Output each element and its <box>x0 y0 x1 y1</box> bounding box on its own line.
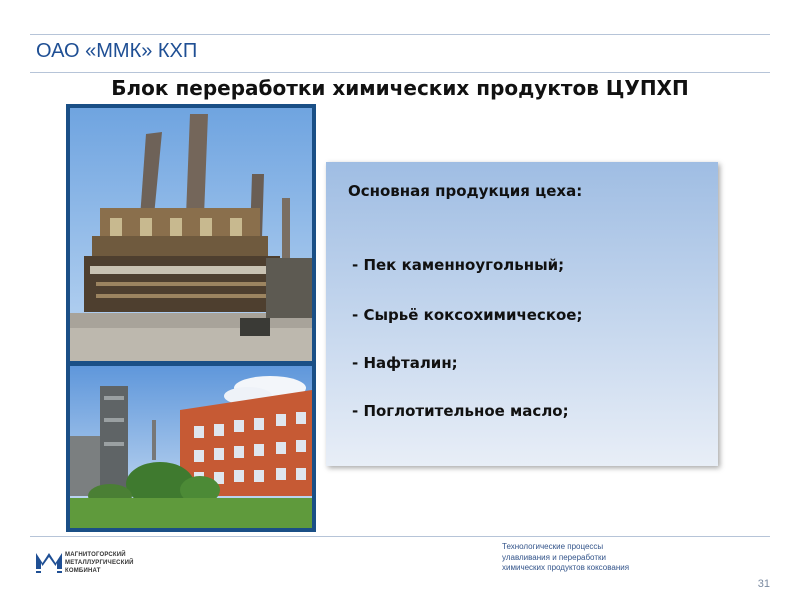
plant-photo-top <box>70 108 312 361</box>
logo-line: КОМБИНАТ <box>65 568 101 574</box>
page-number: 31 <box>757 578 770 590</box>
caption-line: химических продуктов коксования <box>502 563 630 572</box>
product-item: - Поглотительное масло; <box>352 402 569 420</box>
product-item: - Нафталин; <box>352 354 458 372</box>
panel-heading: Основная продукция цеха: <box>348 182 583 200</box>
company-logo <box>36 548 156 580</box>
company-name: ОАО «ММК» КХП <box>36 40 198 62</box>
footer-caption <box>502 542 702 574</box>
footer-rule <box>30 536 770 537</box>
photo-frame <box>66 104 316 532</box>
caption-line: Технологические процессы <box>502 542 604 551</box>
logo-line: МАГНИТОГОРСКИЙ <box>65 552 126 558</box>
logo-line: МЕТАЛЛУРГИЧЕСКИЙ <box>65 560 134 566</box>
product-panel <box>326 162 718 466</box>
header-rule <box>30 72 770 73</box>
slide-title: Блок переработки химических продуктов ЦУПХП <box>111 76 689 100</box>
mmk-logo-icon <box>36 551 62 573</box>
product-item: - Пек каменноугольный; <box>352 256 565 274</box>
plant-photo-bottom <box>70 366 312 528</box>
caption-line: улавливания и переработки <box>502 552 606 562</box>
product-item: - Сырьё коксохимическое; <box>352 306 583 324</box>
top-rule <box>30 34 770 35</box>
